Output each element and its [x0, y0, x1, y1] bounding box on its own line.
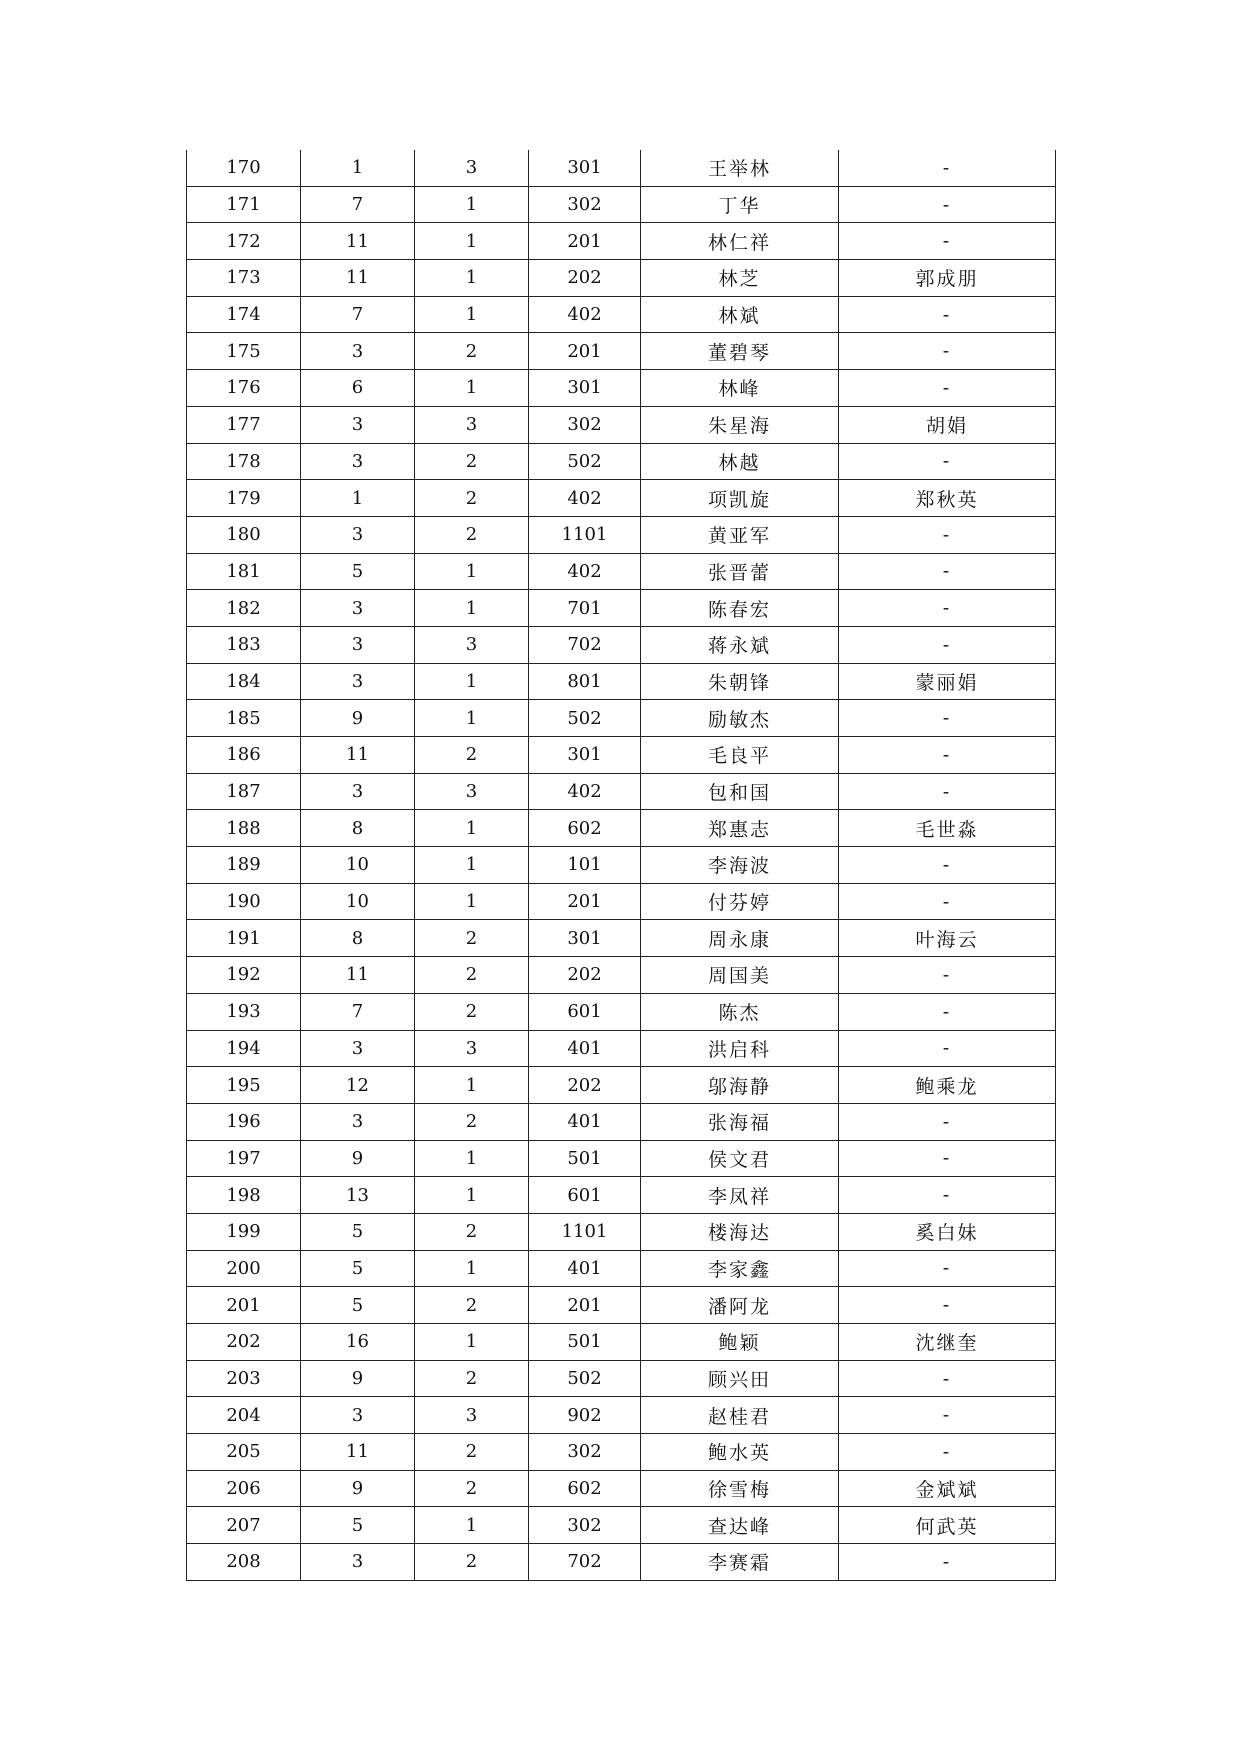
col3-cell: 1 [415, 186, 529, 223]
row-number-cell: 191 [187, 920, 301, 957]
col3-cell: 2 [415, 1360, 529, 1397]
col3-cell: 3 [415, 150, 529, 186]
col3-cell: 3 [415, 1397, 529, 1434]
col2-cell: 3 [301, 1030, 415, 1067]
co-name-cell: - [839, 1287, 1056, 1324]
col3-cell: 1 [415, 296, 529, 333]
row-number-cell: 179 [187, 480, 301, 517]
table-row [187, 847, 1056, 884]
name-cell: 郑惠志 [641, 810, 839, 847]
row-number-cell: 180 [187, 516, 301, 553]
room-cell: 201 [529, 883, 641, 920]
col2-cell: 9 [301, 1360, 415, 1397]
row-number-cell: 181 [187, 553, 301, 590]
table-row [187, 370, 1056, 407]
co-name-cell: 奚白妹 [839, 1213, 1056, 1250]
co-name-cell: - [839, 150, 1056, 186]
col2-cell: 10 [301, 883, 415, 920]
table-row [187, 920, 1056, 957]
co-name-cell: - [839, 443, 1056, 480]
col3-cell: 1 [415, 260, 529, 297]
co-name-cell: - [839, 296, 1056, 333]
col2-cell: 7 [301, 993, 415, 1030]
room-cell: 902 [529, 1397, 641, 1434]
table-row [187, 1434, 1056, 1471]
co-name-cell: 胡娟 [839, 406, 1056, 443]
table-row [187, 700, 1056, 737]
table-row [187, 737, 1056, 774]
col3-cell: 1 [415, 1177, 529, 1214]
name-cell: 林峰 [641, 370, 839, 407]
col3-cell: 1 [415, 1250, 529, 1287]
co-name-cell: 沈继奎 [839, 1324, 1056, 1361]
co-name-cell: - [839, 333, 1056, 370]
co-name-cell: - [839, 1397, 1056, 1434]
row-number-cell: 197 [187, 1140, 301, 1177]
room-cell: 301 [529, 920, 641, 957]
co-name-cell: - [839, 626, 1056, 663]
col2-cell: 11 [301, 1434, 415, 1471]
co-name-cell: - [839, 223, 1056, 260]
table-row [187, 1507, 1056, 1544]
col3-cell: 2 [415, 920, 529, 957]
col3-cell: 2 [415, 480, 529, 517]
room-cell: 301 [529, 737, 641, 774]
col3-cell: 1 [415, 847, 529, 884]
name-cell: 林越 [641, 443, 839, 480]
name-cell: 李凤祥 [641, 1177, 839, 1214]
col3-cell: 1 [415, 810, 529, 847]
co-name-cell: - [839, 553, 1056, 590]
room-cell: 702 [529, 626, 641, 663]
name-cell: 陈春宏 [641, 590, 839, 627]
table-row [187, 516, 1056, 553]
table-row [187, 1360, 1056, 1397]
row-number-cell: 198 [187, 1177, 301, 1214]
room-cell: 402 [529, 296, 641, 333]
col3-cell: 1 [415, 1140, 529, 1177]
row-number-cell: 170 [187, 150, 301, 186]
col3-cell: 2 [415, 1544, 529, 1581]
name-cell: 邬海静 [641, 1067, 839, 1104]
room-cell: 301 [529, 370, 641, 407]
row-number-cell: 187 [187, 773, 301, 810]
name-cell: 朱星海 [641, 406, 839, 443]
table-row [187, 1470, 1056, 1507]
table-row [187, 186, 1056, 223]
row-number-cell: 203 [187, 1360, 301, 1397]
room-cell: 201 [529, 1287, 641, 1324]
table-row [187, 993, 1056, 1030]
name-cell: 顾兴田 [641, 1360, 839, 1397]
table-row [187, 1213, 1056, 1250]
room-cell: 301 [529, 150, 641, 186]
row-number-cell: 177 [187, 406, 301, 443]
table-row [187, 1030, 1056, 1067]
name-cell: 鲍颖 [641, 1324, 839, 1361]
row-number-cell: 171 [187, 186, 301, 223]
co-name-cell: - [839, 1250, 1056, 1287]
room-cell: 702 [529, 1544, 641, 1581]
row-number-cell: 175 [187, 333, 301, 370]
row-number-cell: 201 [187, 1287, 301, 1324]
table-row [187, 480, 1056, 517]
table-row [187, 1287, 1056, 1324]
co-name-cell: - [839, 370, 1056, 407]
col2-cell: 3 [301, 333, 415, 370]
room-cell: 302 [529, 1434, 641, 1471]
row-number-cell: 172 [187, 223, 301, 260]
col3-cell: 2 [415, 1287, 529, 1324]
col3-cell: 2 [415, 333, 529, 370]
name-cell: 侯文君 [641, 1140, 839, 1177]
row-number-cell: 204 [187, 1397, 301, 1434]
room-cell: 402 [529, 773, 641, 810]
row-number-cell: 193 [187, 993, 301, 1030]
co-name-cell: 何武英 [839, 1507, 1056, 1544]
table-row [187, 553, 1056, 590]
col2-cell: 5 [301, 553, 415, 590]
col2-cell: 3 [301, 663, 415, 700]
col2-cell: 11 [301, 223, 415, 260]
col3-cell: 1 [415, 1507, 529, 1544]
room-cell: 502 [529, 1360, 641, 1397]
col2-cell: 3 [301, 1103, 415, 1140]
room-cell: 302 [529, 186, 641, 223]
row-number-cell: 195 [187, 1067, 301, 1104]
table-row [187, 443, 1056, 480]
col3-cell: 2 [415, 1213, 529, 1250]
row-number-cell: 188 [187, 810, 301, 847]
col2-cell: 9 [301, 700, 415, 737]
row-number-cell: 182 [187, 590, 301, 627]
name-cell: 包和国 [641, 773, 839, 810]
table-row [187, 223, 1056, 260]
co-name-cell: - [839, 1177, 1056, 1214]
co-name-cell: - [839, 186, 1056, 223]
table-row [187, 296, 1056, 333]
col3-cell: 1 [415, 700, 529, 737]
col3-cell: 2 [415, 443, 529, 480]
col3-cell: 3 [415, 773, 529, 810]
co-name-cell: 毛世淼 [839, 810, 1056, 847]
row-number-cell: 186 [187, 737, 301, 774]
name-cell: 张晋蕾 [641, 553, 839, 590]
room-cell: 201 [529, 333, 641, 370]
room-cell: 202 [529, 1067, 641, 1104]
col2-cell: 13 [301, 1177, 415, 1214]
room-cell: 601 [529, 1177, 641, 1214]
table-row [187, 810, 1056, 847]
room-cell: 801 [529, 663, 641, 700]
col2-cell: 3 [301, 1544, 415, 1581]
col3-cell: 3 [415, 1030, 529, 1067]
row-number-cell: 196 [187, 1103, 301, 1140]
name-cell: 项凯旋 [641, 480, 839, 517]
col2-cell: 11 [301, 957, 415, 994]
name-cell: 朱朝锋 [641, 663, 839, 700]
col2-cell: 5 [301, 1250, 415, 1287]
row-number-cell: 190 [187, 883, 301, 920]
room-cell: 601 [529, 993, 641, 1030]
name-cell: 黄亚军 [641, 516, 839, 553]
row-number-cell: 176 [187, 370, 301, 407]
co-name-cell: - [839, 847, 1056, 884]
row-number-cell: 200 [187, 1250, 301, 1287]
co-name-cell: - [839, 773, 1056, 810]
row-number-cell: 184 [187, 663, 301, 700]
name-cell: 陈杰 [641, 993, 839, 1030]
col2-cell: 7 [301, 296, 415, 333]
name-cell: 林斌 [641, 296, 839, 333]
co-name-cell: - [839, 1360, 1056, 1397]
row-number-cell: 206 [187, 1470, 301, 1507]
name-cell: 李海波 [641, 847, 839, 884]
co-name-cell: - [839, 590, 1056, 627]
table-row [187, 1140, 1056, 1177]
co-name-cell: - [839, 737, 1056, 774]
col3-cell: 1 [415, 553, 529, 590]
row-number-cell: 192 [187, 957, 301, 994]
col2-cell: 3 [301, 406, 415, 443]
room-cell: 402 [529, 480, 641, 517]
col3-cell: 2 [415, 737, 529, 774]
col3-cell: 1 [415, 883, 529, 920]
row-number-cell: 173 [187, 260, 301, 297]
name-cell: 林芝 [641, 260, 839, 297]
row-number-cell: 208 [187, 1544, 301, 1581]
col2-cell: 8 [301, 810, 415, 847]
room-cell: 602 [529, 1470, 641, 1507]
name-cell: 徐雪梅 [641, 1470, 839, 1507]
table-row [187, 1250, 1056, 1287]
row-number-cell: 194 [187, 1030, 301, 1067]
room-cell: 701 [529, 590, 641, 627]
room-cell: 401 [529, 1250, 641, 1287]
row-number-cell: 207 [187, 1507, 301, 1544]
name-cell: 林仁祥 [641, 223, 839, 260]
name-cell: 李赛霜 [641, 1544, 839, 1581]
co-name-cell: - [839, 883, 1056, 920]
room-cell: 502 [529, 700, 641, 737]
table-body [187, 150, 1056, 1580]
records-table [186, 150, 1056, 1581]
room-cell: 401 [529, 1103, 641, 1140]
col3-cell: 3 [415, 626, 529, 663]
co-name-cell: - [839, 957, 1056, 994]
room-cell: 302 [529, 406, 641, 443]
table-row [187, 1067, 1056, 1104]
table-row [187, 1544, 1056, 1581]
table-row [187, 626, 1056, 663]
co-name-cell: - [839, 1434, 1056, 1471]
table-row [187, 260, 1056, 297]
col3-cell: 1 [415, 590, 529, 627]
col2-cell: 5 [301, 1213, 415, 1250]
room-cell: 401 [529, 1030, 641, 1067]
room-cell: 501 [529, 1140, 641, 1177]
name-cell: 励敏杰 [641, 700, 839, 737]
room-cell: 202 [529, 260, 641, 297]
name-cell: 毛良平 [641, 737, 839, 774]
name-cell: 周永康 [641, 920, 839, 957]
col3-cell: 1 [415, 223, 529, 260]
col2-cell: 5 [301, 1507, 415, 1544]
col3-cell: 2 [415, 993, 529, 1030]
table-row [187, 406, 1056, 443]
row-number-cell: 189 [187, 847, 301, 884]
col2-cell: 3 [301, 626, 415, 663]
table-row [187, 1103, 1056, 1140]
col2-cell: 12 [301, 1067, 415, 1104]
col2-cell: 1 [301, 150, 415, 186]
co-name-cell: 鲍乘龙 [839, 1067, 1056, 1104]
col2-cell: 9 [301, 1470, 415, 1507]
row-number-cell: 183 [187, 626, 301, 663]
col3-cell: 1 [415, 663, 529, 700]
name-cell: 李家鑫 [641, 1250, 839, 1287]
row-number-cell: 185 [187, 700, 301, 737]
col3-cell: 3 [415, 406, 529, 443]
name-cell: 蒋永斌 [641, 626, 839, 663]
table-row [187, 1177, 1056, 1214]
room-cell: 202 [529, 957, 641, 994]
col3-cell: 2 [415, 516, 529, 553]
co-name-cell: 蒙丽娟 [839, 663, 1056, 700]
table-row [187, 1324, 1056, 1361]
row-number-cell: 205 [187, 1434, 301, 1471]
name-cell: 鲍水英 [641, 1434, 839, 1471]
room-cell: 602 [529, 810, 641, 847]
co-name-cell: - [839, 993, 1056, 1030]
col2-cell: 7 [301, 186, 415, 223]
room-cell: 501 [529, 1324, 641, 1361]
co-name-cell: - [839, 1030, 1056, 1067]
name-cell: 丁华 [641, 186, 839, 223]
col2-cell: 8 [301, 920, 415, 957]
col3-cell: 1 [415, 370, 529, 407]
co-name-cell: - [839, 700, 1056, 737]
col2-cell: 10 [301, 847, 415, 884]
col2-cell: 6 [301, 370, 415, 407]
co-name-cell: 郭成朋 [839, 260, 1056, 297]
co-name-cell: - [839, 1103, 1056, 1140]
table-row [187, 1397, 1056, 1434]
col2-cell: 1 [301, 480, 415, 517]
table-row [187, 773, 1056, 810]
row-number-cell: 178 [187, 443, 301, 480]
col2-cell: 11 [301, 737, 415, 774]
table-row [187, 663, 1056, 700]
name-cell: 王举林 [641, 150, 839, 186]
name-cell: 洪启科 [641, 1030, 839, 1067]
name-cell: 楼海达 [641, 1213, 839, 1250]
col3-cell: 2 [415, 957, 529, 994]
row-number-cell: 202 [187, 1324, 301, 1361]
room-cell: 1101 [529, 516, 641, 553]
room-cell: 101 [529, 847, 641, 884]
table-row [187, 590, 1056, 627]
co-name-cell: 叶海云 [839, 920, 1056, 957]
col2-cell: 9 [301, 1140, 415, 1177]
col3-cell: 2 [415, 1470, 529, 1507]
co-name-cell: - [839, 1544, 1056, 1581]
row-number-cell: 174 [187, 296, 301, 333]
col2-cell: 5 [301, 1287, 415, 1324]
name-cell: 张海福 [641, 1103, 839, 1140]
row-number-cell: 199 [187, 1213, 301, 1250]
co-name-cell: 郑秋英 [839, 480, 1056, 517]
col3-cell: 1 [415, 1324, 529, 1361]
room-cell: 302 [529, 1507, 641, 1544]
col2-cell: 11 [301, 260, 415, 297]
room-cell: 502 [529, 443, 641, 480]
name-cell: 周国美 [641, 957, 839, 994]
room-cell: 1101 [529, 1213, 641, 1250]
name-cell: 赵桂君 [641, 1397, 839, 1434]
col2-cell: 3 [301, 773, 415, 810]
table-row [187, 883, 1056, 920]
name-cell: 查达峰 [641, 1507, 839, 1544]
col2-cell: 3 [301, 590, 415, 627]
col3-cell: 2 [415, 1434, 529, 1471]
co-name-cell: - [839, 1140, 1056, 1177]
room-cell: 402 [529, 553, 641, 590]
col2-cell: 16 [301, 1324, 415, 1361]
table-row [187, 957, 1056, 994]
name-cell: 付芬婷 [641, 883, 839, 920]
name-cell: 潘阿龙 [641, 1287, 839, 1324]
col2-cell: 3 [301, 1397, 415, 1434]
table-row [187, 333, 1056, 370]
col3-cell: 2 [415, 1103, 529, 1140]
co-name-cell: - [839, 516, 1056, 553]
col2-cell: 3 [301, 516, 415, 553]
room-cell: 201 [529, 223, 641, 260]
col3-cell: 1 [415, 1067, 529, 1104]
col2-cell: 3 [301, 443, 415, 480]
table-row [187, 150, 1056, 186]
name-cell: 董碧琴 [641, 333, 839, 370]
co-name-cell: 金斌斌 [839, 1470, 1056, 1507]
